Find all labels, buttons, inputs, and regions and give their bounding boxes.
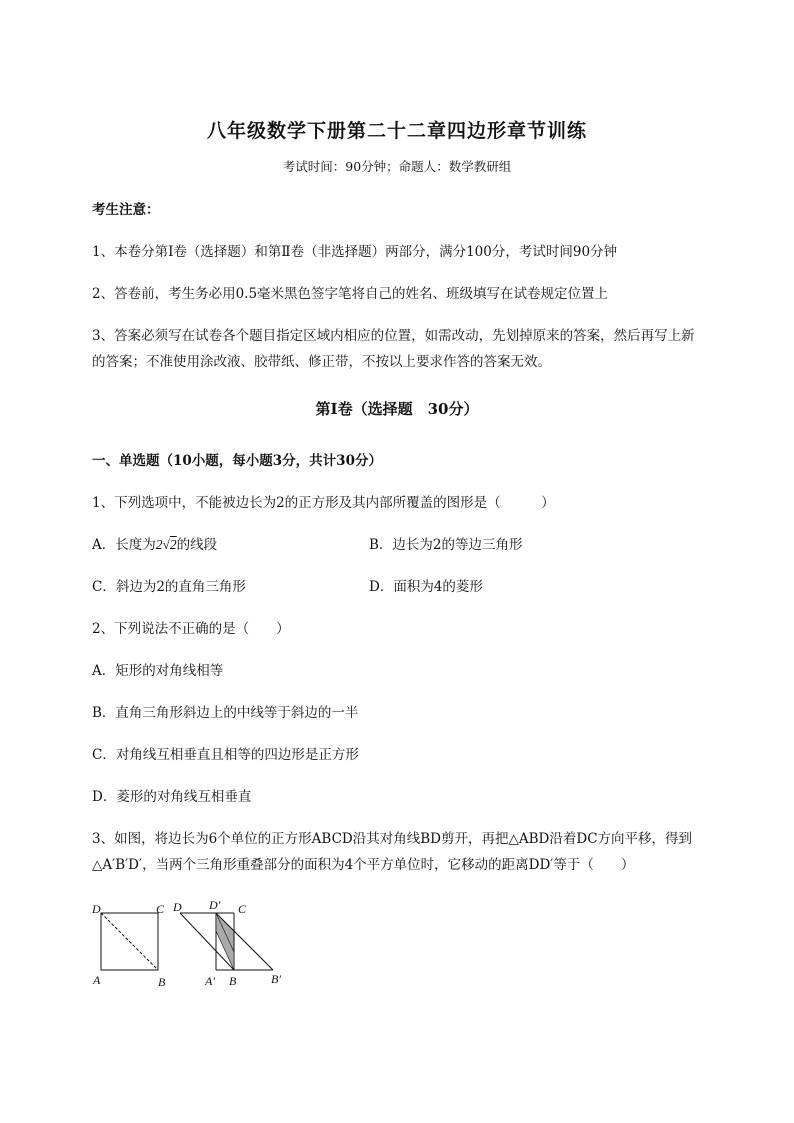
label-right-d-prime: D′: [209, 898, 221, 912]
q3-stem-line1: 3、如图，将边长为6个单位的正方形ABCD沿其对角线BD剪开，再把△ABD沿着DC方向平移，得到: [92, 831, 693, 847]
q2-option-b: B．直角三角形斜边上的中线等于斜边的一半: [92, 705, 359, 721]
sqrt-symbol: √: [162, 537, 170, 552]
notice-heading: 考生注意：: [92, 202, 160, 218]
q1-option-d: D．面积为4的菱形: [369, 579, 483, 595]
label-left-a: A: [93, 973, 101, 987]
q2-option-c: C．对角线互相垂直且相等的四边形是正方形: [92, 747, 359, 763]
label-left-c: C: [156, 902, 165, 916]
label-left-d: D: [92, 902, 101, 916]
notice-item-2: 2、答卷前，考生务必用0.5毫米黑色签字笔将自己的姓名、班级填写在试卷规定位置上: [92, 286, 609, 302]
label-left-b: B: [158, 975, 166, 989]
q3-figure: [88, 895, 298, 995]
q1-option-a: [92, 536, 217, 554]
notice-item-3-cont: 的答案；不准使用涂改液、胶带纸、修正带，不按以上要求作答的答案无效。: [92, 354, 551, 370]
section-title: 第I卷（选择题 30分）: [315, 400, 479, 418]
q1-option-a-root: 2: [169, 537, 177, 552]
notice-item-1: 1、本卷分第I卷（选择题）和第Ⅱ卷（非选择题）两部分，满分100分，考试时间90分钟: [92, 244, 618, 260]
notice-item-3: 3、答案必须写在试卷各个题目指定区域内相应的位置，如需改动，先划掉原来的答案，然后再写上新: [92, 328, 695, 344]
q1-option-a-suffix: 的线段: [176, 537, 218, 553]
q1-option-c: C．斜边为2的直角三角形: [92, 579, 246, 595]
q1-option-b: B．边长为2的等边三角形: [369, 537, 523, 553]
label-right-b: B: [229, 974, 237, 988]
label-right-b-prime: B′: [271, 972, 281, 986]
q1-option-a-coef: 2: [155, 537, 163, 552]
q1-option-a-prefix: A．长度为: [92, 537, 156, 553]
q3-stem-line2: △A′B′D′，当两个三角形重叠部分的面积为4个平方单位时，它移动的距离DD′等于（ ）: [92, 857, 635, 873]
page-title: 八年级数学下册第二十二章四边形章节训练: [206, 120, 587, 142]
part-heading: 一、单选题（10小题，每小题3分，共计30分）: [92, 453, 382, 469]
q1-stem: 1、下列选项中，不能被边长为2的正方形及其内部所覆盖的图形是（ ）: [92, 495, 555, 511]
q2-option-a: A．矩形的对角线相等: [92, 663, 224, 679]
exam-info: 考试时间：90分钟；命题人：数学教研组: [282, 159, 512, 174]
q2-stem: 2、下列说法不正确的是（ ）: [92, 621, 290, 637]
label-right-c: C: [238, 902, 247, 916]
diagonal-bd: [101, 913, 158, 970]
label-right-a-prime: A′: [205, 974, 215, 988]
q2-option-d: D．菱形的对角线互相垂直: [92, 789, 252, 805]
label-right-d: D: [173, 900, 182, 914]
